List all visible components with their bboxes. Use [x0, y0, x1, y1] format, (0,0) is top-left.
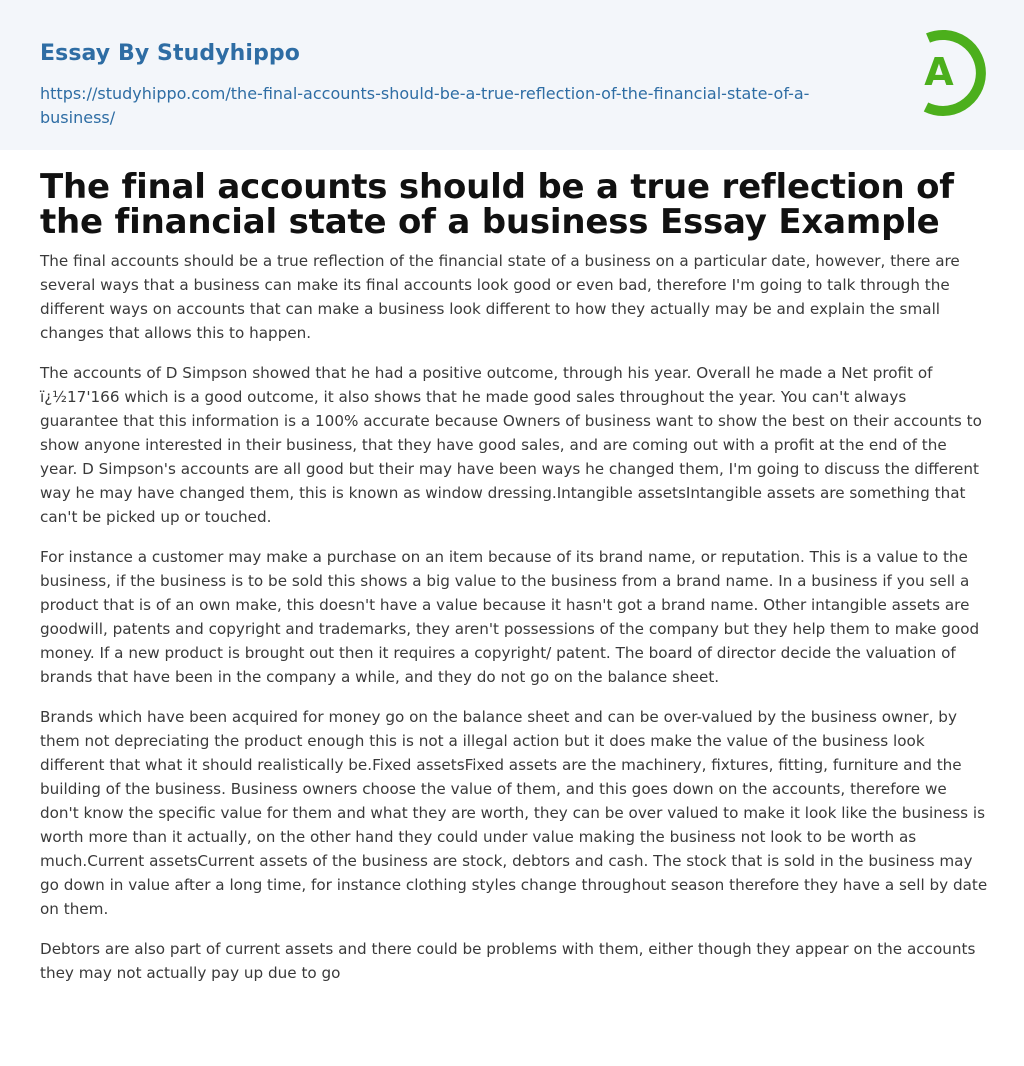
essay-title: The final accounts should be a true reflection of the financial state of a business Essay Example [40, 167, 954, 242]
essay-paragraph: Debtors are also part of current assets and there could be problems with them, either though they appear on the accounts they may not actually pay up due to go [40, 940, 976, 982]
site-header [0, 0, 1024, 150]
logo-letter: A [924, 50, 954, 94]
essay-body [40, 249, 988, 1001]
studyhippo-logo-icon[interactable] [908, 28, 988, 116]
essay-url-link[interactable]: https://studyhippo.com/the-final-accounts-should-be-a-true-reflection-of-the-financial-state-of-a-business/ [40, 84, 810, 127]
site-brand[interactable]: Essay By Studyhippo [40, 41, 300, 66]
essay-paragraph: The final accounts should be a true reflection of the financial state of a business on a particular date, however, there are several ways that a business can make its final accounts look good or even bad, therefore I'm going to talk through the different ways on accounts that can make a business look different to how they actually may be and explain the small changes that allows this to happen. [40, 252, 960, 342]
essay-paragraph: For instance a customer may make a purchase on an item because of its brand name, or reputation. This is a value to the business, if the business is to be sold this shows a big value to the business from a brand name. In a business if you sell a product that is of an own make, this doesn't have a value because it hasn't got a brand name. Other intangible assets are goodwill, patents and copyright and trademarks, they aren't possessions of the company but they help them to make good money. If a new product is brought out then it requires a copyright/ patent. The board of director decide the valuation of brands that have been in the company a while, and they do not go on the balance sheet. [40, 548, 980, 686]
essay-paragraph: The accounts of D Simpson showed that he had a positive outcome, through his year. Overall he made a Net profit of ï¿½17'166 which is a good outcome, it also shows that he made good sales throughout the year. You can't always guarantee that this information is a 100% accurate because Owners of business want to show the best on their accounts to show anyone interested in their business, that they have good sales, and are coming out with a profit at the end of the year. D Simpson's accounts are all good but their may have been ways he changed them, I'm going to discuss the different way he may have changed them, this is known as window dressing.Intangible assetsIntangible assets are something that can't be picked up or touched. [40, 364, 982, 526]
essay-paragraph: Brands which have been acquired for money go on the balance sheet and can be over-valued by the business owner, by them not depreciating the product enough this is not a illegal action but it does make the value of the business look different that what it should realistically be.Fixed assetsFixed assets are the machinery, fixtures, fitting, furniture and the building of the business. Business owners choose the value of them, and this goes down on the accounts, therefore we don't know the specific value for them and what they are worth, they can be over valued to make it look like the business is worth more than it actually, on the other hand they could under value making the business not look to be worth as much.Current assetsCurrent assets of the business are stock, debtors and cash. The stock that is sold in the business may go down in value after a long time, for instance clothing styles change throughout season therefore they have a sell by date on them. [40, 708, 988, 918]
